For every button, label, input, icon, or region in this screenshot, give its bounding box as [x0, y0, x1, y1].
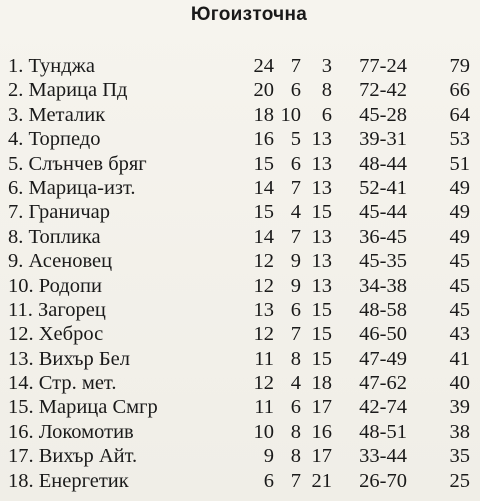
draw-count: 3: [321, 55, 332, 77]
table-row: [8, 420, 474, 444]
won-count: 10: [280, 103, 301, 126]
points: 41: [449, 347, 470, 370]
team-name: 7. Граничар: [8, 201, 111, 224]
points: 45: [449, 250, 470, 273]
points: 51: [449, 152, 470, 175]
played-count: 12: [253, 250, 274, 273]
goal-difference: 36-45: [359, 225, 407, 248]
table-row: [8, 127, 474, 151]
draw-count: 15: [311, 323, 332, 346]
goal-difference: 48-58: [359, 298, 407, 321]
table-row: [8, 469, 474, 493]
points: 64: [449, 103, 470, 126]
table-row: [8, 347, 474, 371]
draw-count: 18: [311, 372, 332, 395]
played-count: 20: [253, 79, 274, 102]
won-count: 5: [290, 128, 301, 151]
table-row: [8, 444, 474, 468]
team-name: 12. Хеброс: [8, 323, 104, 346]
table-row: [8, 322, 474, 346]
draw-count: 13: [311, 250, 332, 273]
team-name: 13. Вихър Бел: [8, 347, 130, 370]
played-count: 15: [253, 201, 274, 224]
goal-difference: 47-49: [359, 347, 407, 370]
team-name: 14. Стр. мет.: [8, 372, 117, 395]
points: 53: [449, 128, 470, 151]
team-name: 11. Загорец: [8, 298, 106, 321]
draw-count: 13: [311, 176, 332, 199]
played-count: 14: [253, 225, 274, 248]
played-count: 9: [263, 445, 274, 468]
draw-count: 8: [321, 79, 332, 102]
draw-count: 6: [321, 103, 332, 126]
team-name: 1. Тунджа: [8, 55, 95, 77]
goal-difference: 72-42: [359, 79, 407, 102]
played-count: 13: [253, 298, 274, 321]
played-count: 15: [253, 152, 274, 175]
played-count: 14: [253, 176, 274, 199]
goal-difference: 48-51: [359, 420, 407, 443]
draw-count: 13: [311, 128, 332, 151]
won-count: 8: [290, 420, 301, 443]
goal-difference: 46-50: [359, 323, 407, 346]
table-title: Югоизточна: [190, 4, 308, 25]
won-count: 9: [290, 274, 301, 297]
goal-difference: 34-38: [359, 274, 407, 297]
points: 43: [449, 323, 470, 346]
table-row: [8, 78, 474, 102]
goal-difference: 47-62: [359, 372, 407, 395]
played-count: 12: [253, 274, 274, 297]
table-row: [8, 225, 474, 249]
points: 49: [449, 225, 470, 248]
won-count: 4: [290, 372, 301, 395]
won-count: 7: [290, 469, 301, 492]
points: 66: [449, 79, 470, 102]
points: 40: [449, 372, 470, 395]
played-count: 11: [254, 347, 274, 370]
team-name: 15. Марица Смгр: [8, 396, 158, 419]
goal-difference: 45-44: [359, 201, 407, 224]
goal-difference: 26-70: [359, 469, 407, 492]
goal-difference: 45-28: [359, 103, 407, 126]
draw-count: 13: [311, 152, 332, 175]
points: 38: [449, 420, 470, 443]
won-count: 6: [290, 79, 301, 102]
goal-difference: 52-41: [359, 176, 407, 199]
table-row: [8, 54, 474, 78]
won-count: 8: [290, 347, 301, 370]
won-count: 4: [290, 201, 301, 224]
team-name: 9. Асеновец: [8, 250, 113, 273]
table-row: [8, 176, 474, 200]
draw-count: 15: [311, 201, 332, 224]
draw-count: 15: [311, 298, 332, 321]
team-name: 8. Топлика: [8, 225, 101, 248]
won-count: 6: [290, 152, 301, 175]
team-name: 16. Локомотив: [8, 420, 134, 443]
team-name: 5. Слънчев бряг: [8, 152, 147, 175]
won-count: 9: [290, 250, 301, 273]
points: 49: [449, 201, 470, 224]
played-count: 12: [253, 372, 274, 395]
goal-difference: 42-74: [359, 396, 407, 419]
table-row: [8, 200, 474, 224]
played-count: 6: [263, 469, 274, 492]
table-row: [8, 395, 474, 419]
table-row: [8, 152, 474, 176]
draw-count: 17: [311, 396, 332, 419]
goal-difference: 45-35: [359, 250, 407, 273]
standings-table: [8, 54, 474, 493]
goal-difference: 33-44: [359, 445, 407, 468]
won-count: 7: [290, 225, 301, 248]
points: 79: [449, 55, 470, 77]
played-count: 11: [254, 396, 274, 419]
draw-count: 13: [311, 274, 332, 297]
draw-count: 16: [311, 420, 332, 443]
points: 35: [449, 445, 470, 468]
team-name: 3. Металик: [8, 103, 106, 126]
draw-count: 15: [311, 347, 332, 370]
team-name: 10. Родопи: [8, 274, 102, 297]
draw-count: 17: [311, 445, 332, 468]
played-count: 16: [253, 128, 274, 151]
won-count: 7: [290, 176, 301, 199]
played-count: 10: [253, 420, 274, 443]
table-row: [8, 103, 474, 127]
team-name: 17. Вихър Айт.: [8, 445, 138, 468]
won-count: 8: [290, 445, 301, 468]
goal-difference: 77-24: [359, 55, 407, 77]
won-count: 7: [290, 55, 301, 77]
table-row: [8, 274, 474, 298]
points: 39: [449, 396, 470, 419]
goal-difference: 48-44: [359, 152, 407, 175]
table-row: [8, 298, 474, 322]
team-name: 18. Енергетик: [8, 469, 129, 492]
team-name: 2. Марица Пд: [8, 79, 128, 102]
points: 45: [449, 274, 470, 297]
table-row: [8, 371, 474, 395]
team-name: 6. Марица-изт.: [8, 176, 136, 199]
draw-count: 21: [311, 469, 332, 492]
points: 45: [449, 298, 470, 321]
won-count: 6: [290, 298, 301, 321]
played-count: 18: [253, 103, 274, 126]
points: 25: [449, 469, 470, 492]
goal-difference: 39-31: [359, 128, 407, 151]
draw-count: 13: [311, 225, 332, 248]
table-row: [8, 249, 474, 273]
played-count: 12: [253, 323, 274, 346]
team-name: 4. Торпедо: [8, 128, 101, 151]
points: 49: [449, 176, 470, 199]
played-count: 24: [253, 55, 274, 77]
won-count: 6: [290, 396, 301, 419]
won-count: 7: [290, 323, 301, 346]
